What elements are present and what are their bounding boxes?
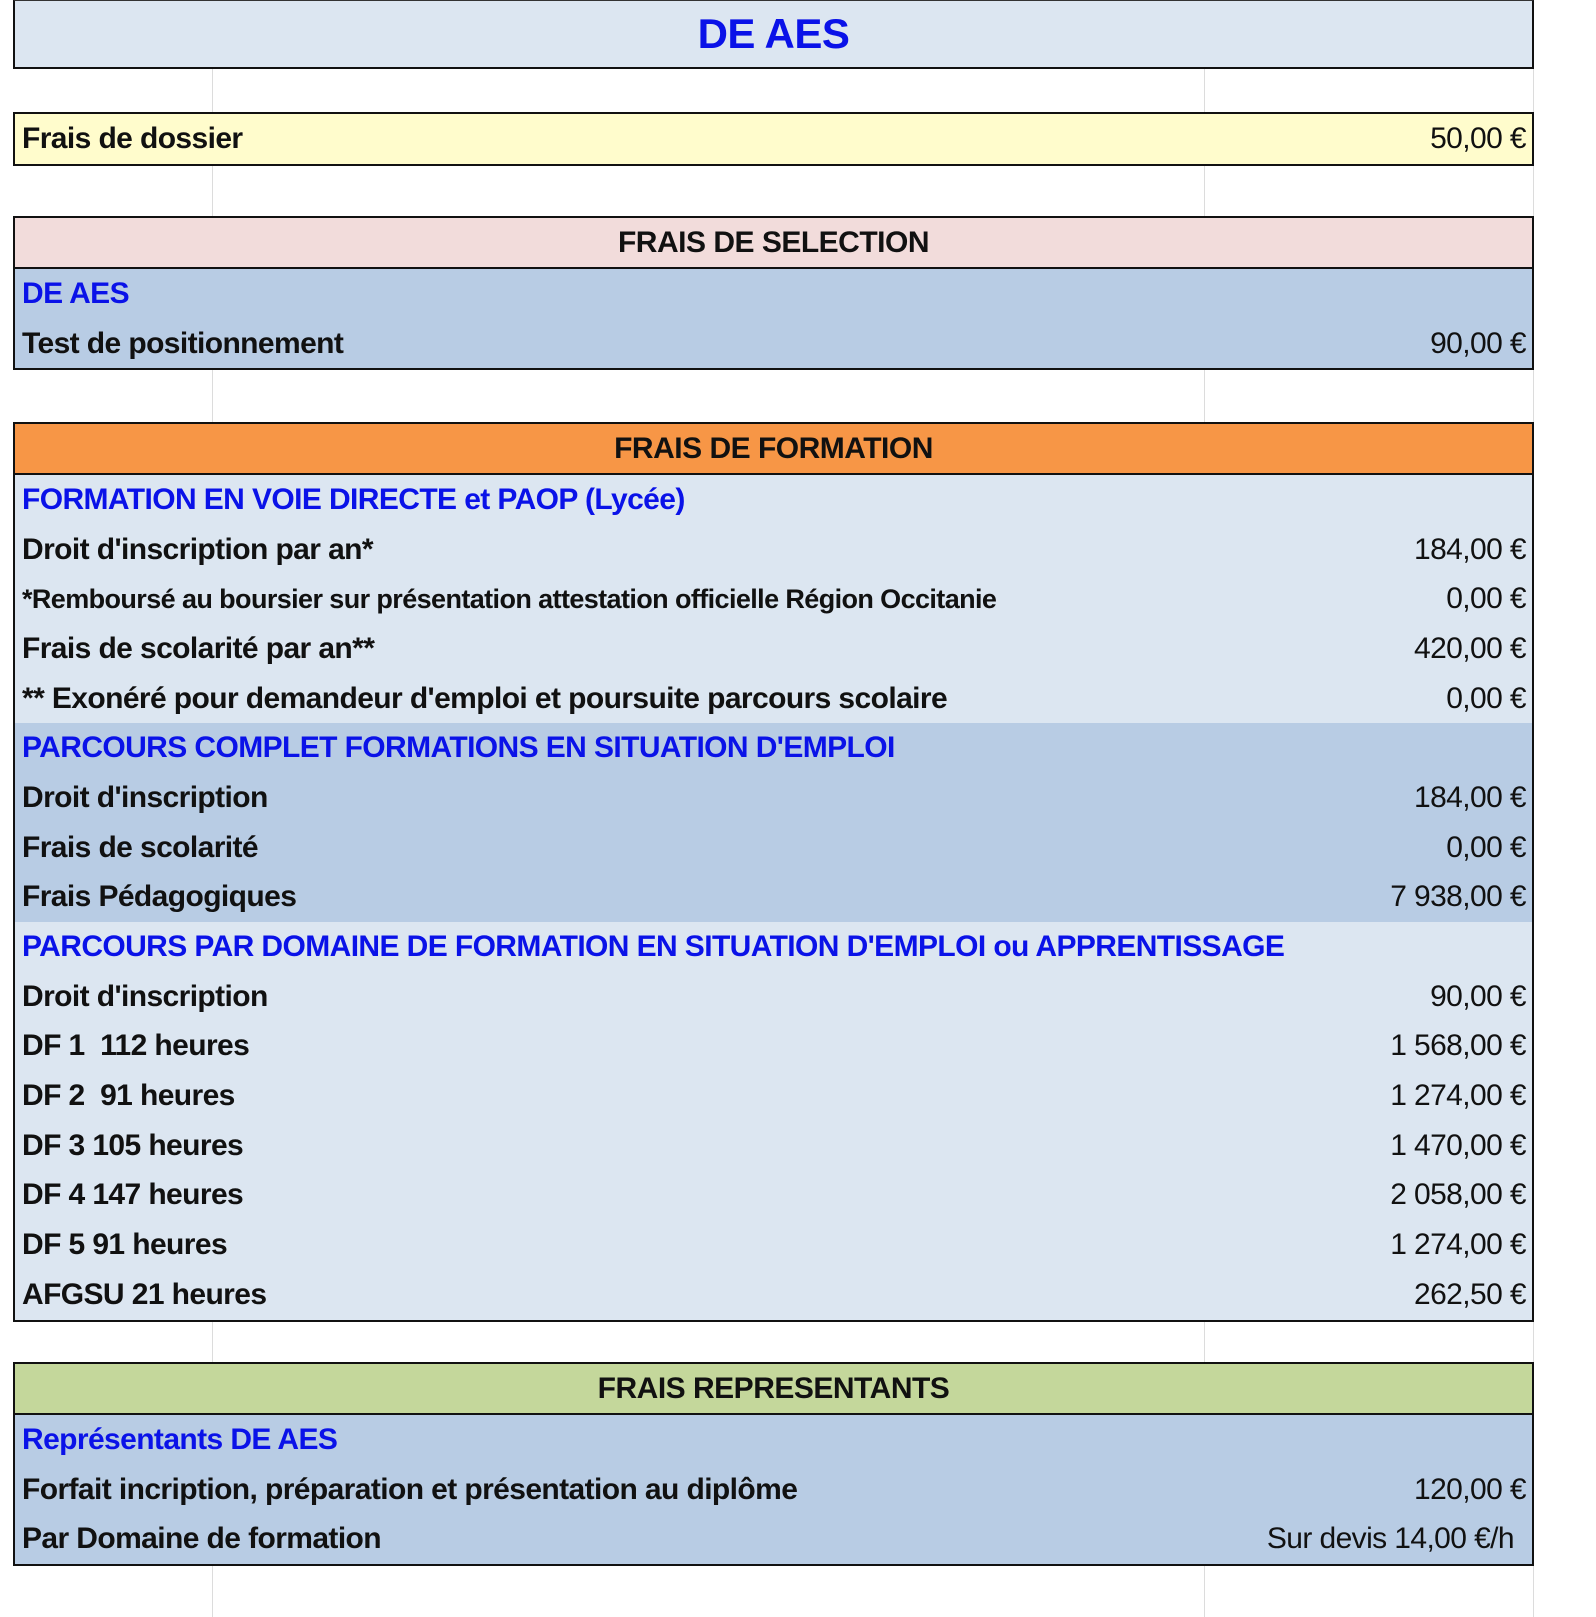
row-label: Test de positionnement [22, 326, 344, 360]
subheading-label: PARCOURS COMPLET FORMATIONS EN SITUATION D'EMPLOI [22, 731, 895, 765]
row-label: ** Exonéré pour demandeur d'emploi et poursuite parcours scolaire [22, 681, 948, 715]
table-row [15, 624, 1532, 674]
section-header: FRAIS DE SELECTION [15, 218, 1532, 269]
row-label: Frais de scolarité par an** [22, 631, 375, 665]
row-value: 184,00 € [1414, 532, 1526, 566]
row-value: 1 568,00 € [1390, 1029, 1526, 1063]
row-value: 0,00 € [1446, 681, 1526, 715]
table-row [15, 1171, 1532, 1221]
row-value: 90,00 € [1430, 326, 1526, 360]
row-label: Frais de scolarité [22, 830, 258, 864]
row-value: Sur devis 14,00 €/h [1266, 1522, 1514, 1556]
table-row [15, 1465, 1532, 1515]
row-label: Droit d'inscription par an* [22, 532, 373, 566]
subheading-label: DE AES [22, 276, 129, 310]
section-subheading [15, 269, 1532, 319]
table-row [15, 674, 1532, 724]
representants-block [13, 1362, 1534, 1566]
table-row [15, 114, 1532, 164]
section-subheading [15, 1415, 1532, 1465]
frais-dossier-block [13, 112, 1534, 166]
row-value: 0,00 € [1446, 830, 1526, 864]
row-label: Droit d'inscription [22, 979, 268, 1013]
formation-group-par-domaine [15, 922, 1532, 1320]
row-label: DF 5 91 heures [22, 1228, 228, 1262]
row-label: *Remboursé au boursier sur présentation attestation officielle Région Occitanie [22, 583, 997, 614]
table-row [15, 1514, 1532, 1564]
row-value: 7 938,00 € [1390, 880, 1526, 914]
row-value: 90,00 € [1430, 979, 1526, 1013]
table-row [15, 1220, 1532, 1270]
subheading-label: PARCOURS PAR DOMAINE DE FORMATION EN SITUATION D'EMPLOI ou APPRENTISSAGE [22, 930, 1285, 964]
row-label: Par Domaine de formation [22, 1522, 382, 1556]
row-label: DF 1 112 heures [22, 1029, 250, 1063]
row-value: 1 274,00 € [1390, 1228, 1526, 1262]
table-row [15, 972, 1532, 1022]
row-value: 120,00 € [1414, 1472, 1526, 1506]
selection-block [13, 216, 1534, 370]
section-header: FRAIS REPRESENTANTS [15, 1364, 1532, 1415]
table-row [15, 1022, 1532, 1072]
table-row [15, 823, 1532, 873]
row-value: 2 058,00 € [1390, 1178, 1526, 1212]
table-row [15, 574, 1532, 624]
row-label: AFGSU 21 heures [22, 1277, 267, 1311]
title-block [13, 0, 1534, 69]
row-label: DF 3 105 heures [22, 1128, 244, 1162]
table-row [15, 1071, 1532, 1121]
group-subheading [15, 723, 1532, 773]
table-row [15, 773, 1532, 823]
table-row [15, 1270, 1532, 1320]
row-value: 0,00 € [1446, 582, 1526, 616]
formation-group-parcours-complet [15, 723, 1532, 922]
table-row [15, 1121, 1532, 1171]
row-value: 184,00 € [1414, 780, 1526, 814]
table-row [15, 873, 1532, 923]
row-label: Droit d'inscription [22, 780, 268, 814]
table-row [15, 319, 1532, 369]
row-value: 420,00 € [1414, 631, 1526, 665]
subheading-label: Représentants DE AES [22, 1422, 338, 1456]
row-label: DF 4 147 heures [22, 1178, 244, 1212]
group-subheading [15, 475, 1532, 525]
group-subheading [15, 922, 1532, 972]
section-header: FRAIS DE FORMATION [15, 424, 1532, 475]
row-value: 262,50 € [1414, 1277, 1526, 1311]
row-label: DF 2 91 heures [22, 1079, 235, 1113]
row-label: Frais Pédagogiques [22, 880, 297, 914]
page-title: DE AES [697, 10, 850, 57]
subheading-label: FORMATION EN VOIE DIRECTE et PAOP (Lycée) [22, 482, 685, 516]
row-value: 1 274,00 € [1390, 1079, 1526, 1113]
formation-group-voie-directe [15, 475, 1532, 723]
row-label: Frais de dossier [22, 121, 243, 155]
row-label: Forfait incription, préparation et présentation au diplôme [22, 1472, 798, 1506]
formation-block [13, 422, 1534, 1322]
row-value: 50,00 € [1430, 121, 1526, 155]
table-row [15, 525, 1532, 575]
row-value: 1 470,00 € [1390, 1128, 1526, 1162]
